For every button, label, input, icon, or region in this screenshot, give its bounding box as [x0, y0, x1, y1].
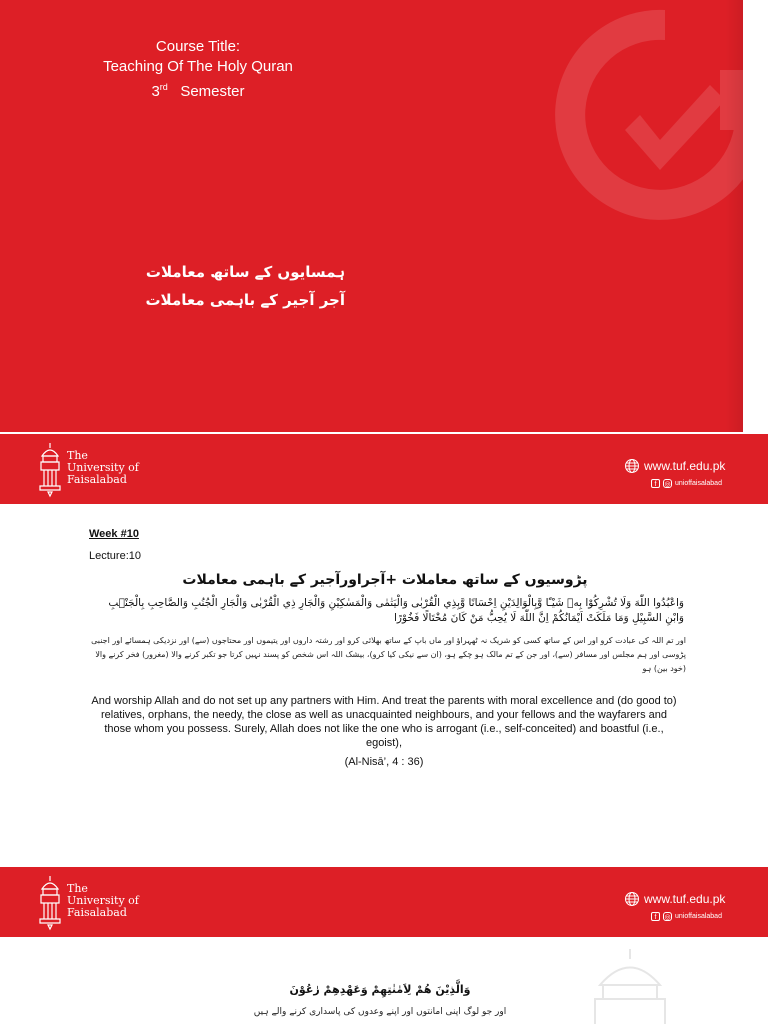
- verse-reference: (Al-Nisā’, 4 : 36): [344, 756, 424, 768]
- globe-icon: [624, 891, 640, 907]
- university-name-line-3: Faisalabad: [67, 906, 127, 919]
- university-name: [67, 883, 147, 919]
- semester-word: Semester: [180, 83, 245, 100]
- university-name-line-2: University of: [67, 894, 139, 907]
- course-title-block: [60, 37, 336, 102]
- facebook-icon[interactable]: f: [651, 912, 660, 921]
- lecture-label: Lecture:10: [89, 550, 141, 562]
- university-name-line-1: The: [67, 882, 88, 895]
- instagram-icon[interactable]: ◎: [664, 481, 671, 488]
- lecture-slide: [0, 504, 768, 868]
- semester-line: [60, 77, 336, 102]
- university-logo-icon: [38, 873, 62, 931]
- lecture-heading: پڑوسیوں کے ساتھ معاملات +آجراورآجیر کے باہمی معاملات: [182, 572, 588, 588]
- course-name: Teaching Of The Holy Quran: [103, 58, 293, 75]
- social-handle[interactable]: unioffaisalabad: [675, 480, 722, 487]
- arabic-verse: وَالَّذِيْنَ هُمْ لِاَمٰنٰتِهِمْ وَعَهْدِهِمْ رٰعُوْنَ: [289, 983, 471, 996]
- university-watermark-icon: [585, 945, 675, 1024]
- website-link[interactable]: [624, 891, 725, 907]
- university-name-line-1: The: [67, 449, 88, 462]
- title-slide: [0, 0, 743, 432]
- university-watermark-icon: [545, 0, 743, 300]
- social-links: [651, 479, 722, 488]
- social-links: [651, 912, 722, 921]
- urdu-topic-block: [120, 258, 345, 314]
- facebook-icon[interactable]: f: [651, 479, 660, 488]
- semester-number: 3: [151, 83, 160, 100]
- slide-edge-shadow: [725, 0, 743, 432]
- urdu-translation: اور تم اللہ کی عبادت کرو اور اس کے ساتھ کسی کو شریک نہ ٹھہراؤ اور ماں باپ کے ساتھ بھلائی کرو اور رشتہ داروں اور یتیموں اور محتاجوں (سے) اور نزدیکی ہمسائے اور اجنبی پڑوسی اور ہم مجلس اور مسافر (سے)، اور جن کے تم مالک ہو چکے ہو، (ان سے نیکی کیا کرو)، بیشک اللہ اس شخص کو پسند نہیں کرتا جو تکبر کرنے والا (مغرور) فخر کرنے والا (خود بین) ہو: [91, 636, 686, 673]
- website-url[interactable]: www.tuf.edu.pk: [644, 459, 726, 473]
- website-link[interactable]: [624, 458, 725, 474]
- next-slide: [0, 937, 768, 1024]
- urdu-topic-line-2: آجر آجیر کے باہمی معاملات: [145, 291, 345, 309]
- semester-suffix: rd: [159, 82, 168, 92]
- social-handle[interactable]: unioffaisalabad: [675, 913, 722, 920]
- university-name-line-2: University of: [67, 461, 139, 474]
- instagram-icon[interactable]: ◎: [664, 914, 671, 921]
- urdu-topic-line-1: ہمسایوں کے ساتھ معاملات: [145, 263, 345, 281]
- university-name-line-3: Faisalabad: [67, 473, 127, 486]
- urdu-translation: اور جو لوگ اپنی امانتوں اور اپنے وعدوں کی پاسداری کرنے والے ہیں: [253, 1007, 507, 1017]
- arabic-verse: وَاعْبُدُوا اللّٰهَ وَلَا تُشْرِكُوْا بِهٖ شَيْـًٔا وَّبِالْوَالِدَيْنِ اِحْسَانًا وَّبِذِي الْقُرْبٰى وَالْيَتٰمٰى وَالْمَسٰكِيْنِ وَالْجَارِ ذِي الْقُرْبٰى وَالْجَارِ الْجُنُبِ وَالصَّاحِبِ بِالْجَنْۢبِ وَابْنِ السَّبِيْلِ وَمَا مَلَكَتْ اَيْمَانُكُمْ اِنَّ اللّٰهَ لَا يُحِبُّ مَنْ كَانَ مُخْتَالًا فَخُوْرًا: [108, 597, 684, 624]
- university-name: [67, 450, 147, 486]
- week-label: Week #10: [89, 528, 139, 540]
- english-translation: And worship Allah and do not set up any partners with Him. And treat the parents with moral excellence and (do good to) relatives, orphans, the needy, the close as well as unacquainted neighbours, and your fellows and the wayfarers and those whom you possess. Surely, Allah does not like the one who is arrogant (i.e., self-conceited) and boastful (i.e., egoist),: [91, 695, 677, 749]
- university-header-band: [0, 434, 768, 504]
- course-title-label: Course Title:: [155, 38, 241, 55]
- globe-icon: [624, 458, 640, 474]
- page-margin: [743, 0, 768, 432]
- university-logo-icon: [38, 440, 62, 498]
- university-header-band: [0, 867, 768, 937]
- website-url[interactable]: www.tuf.edu.pk: [644, 892, 726, 906]
